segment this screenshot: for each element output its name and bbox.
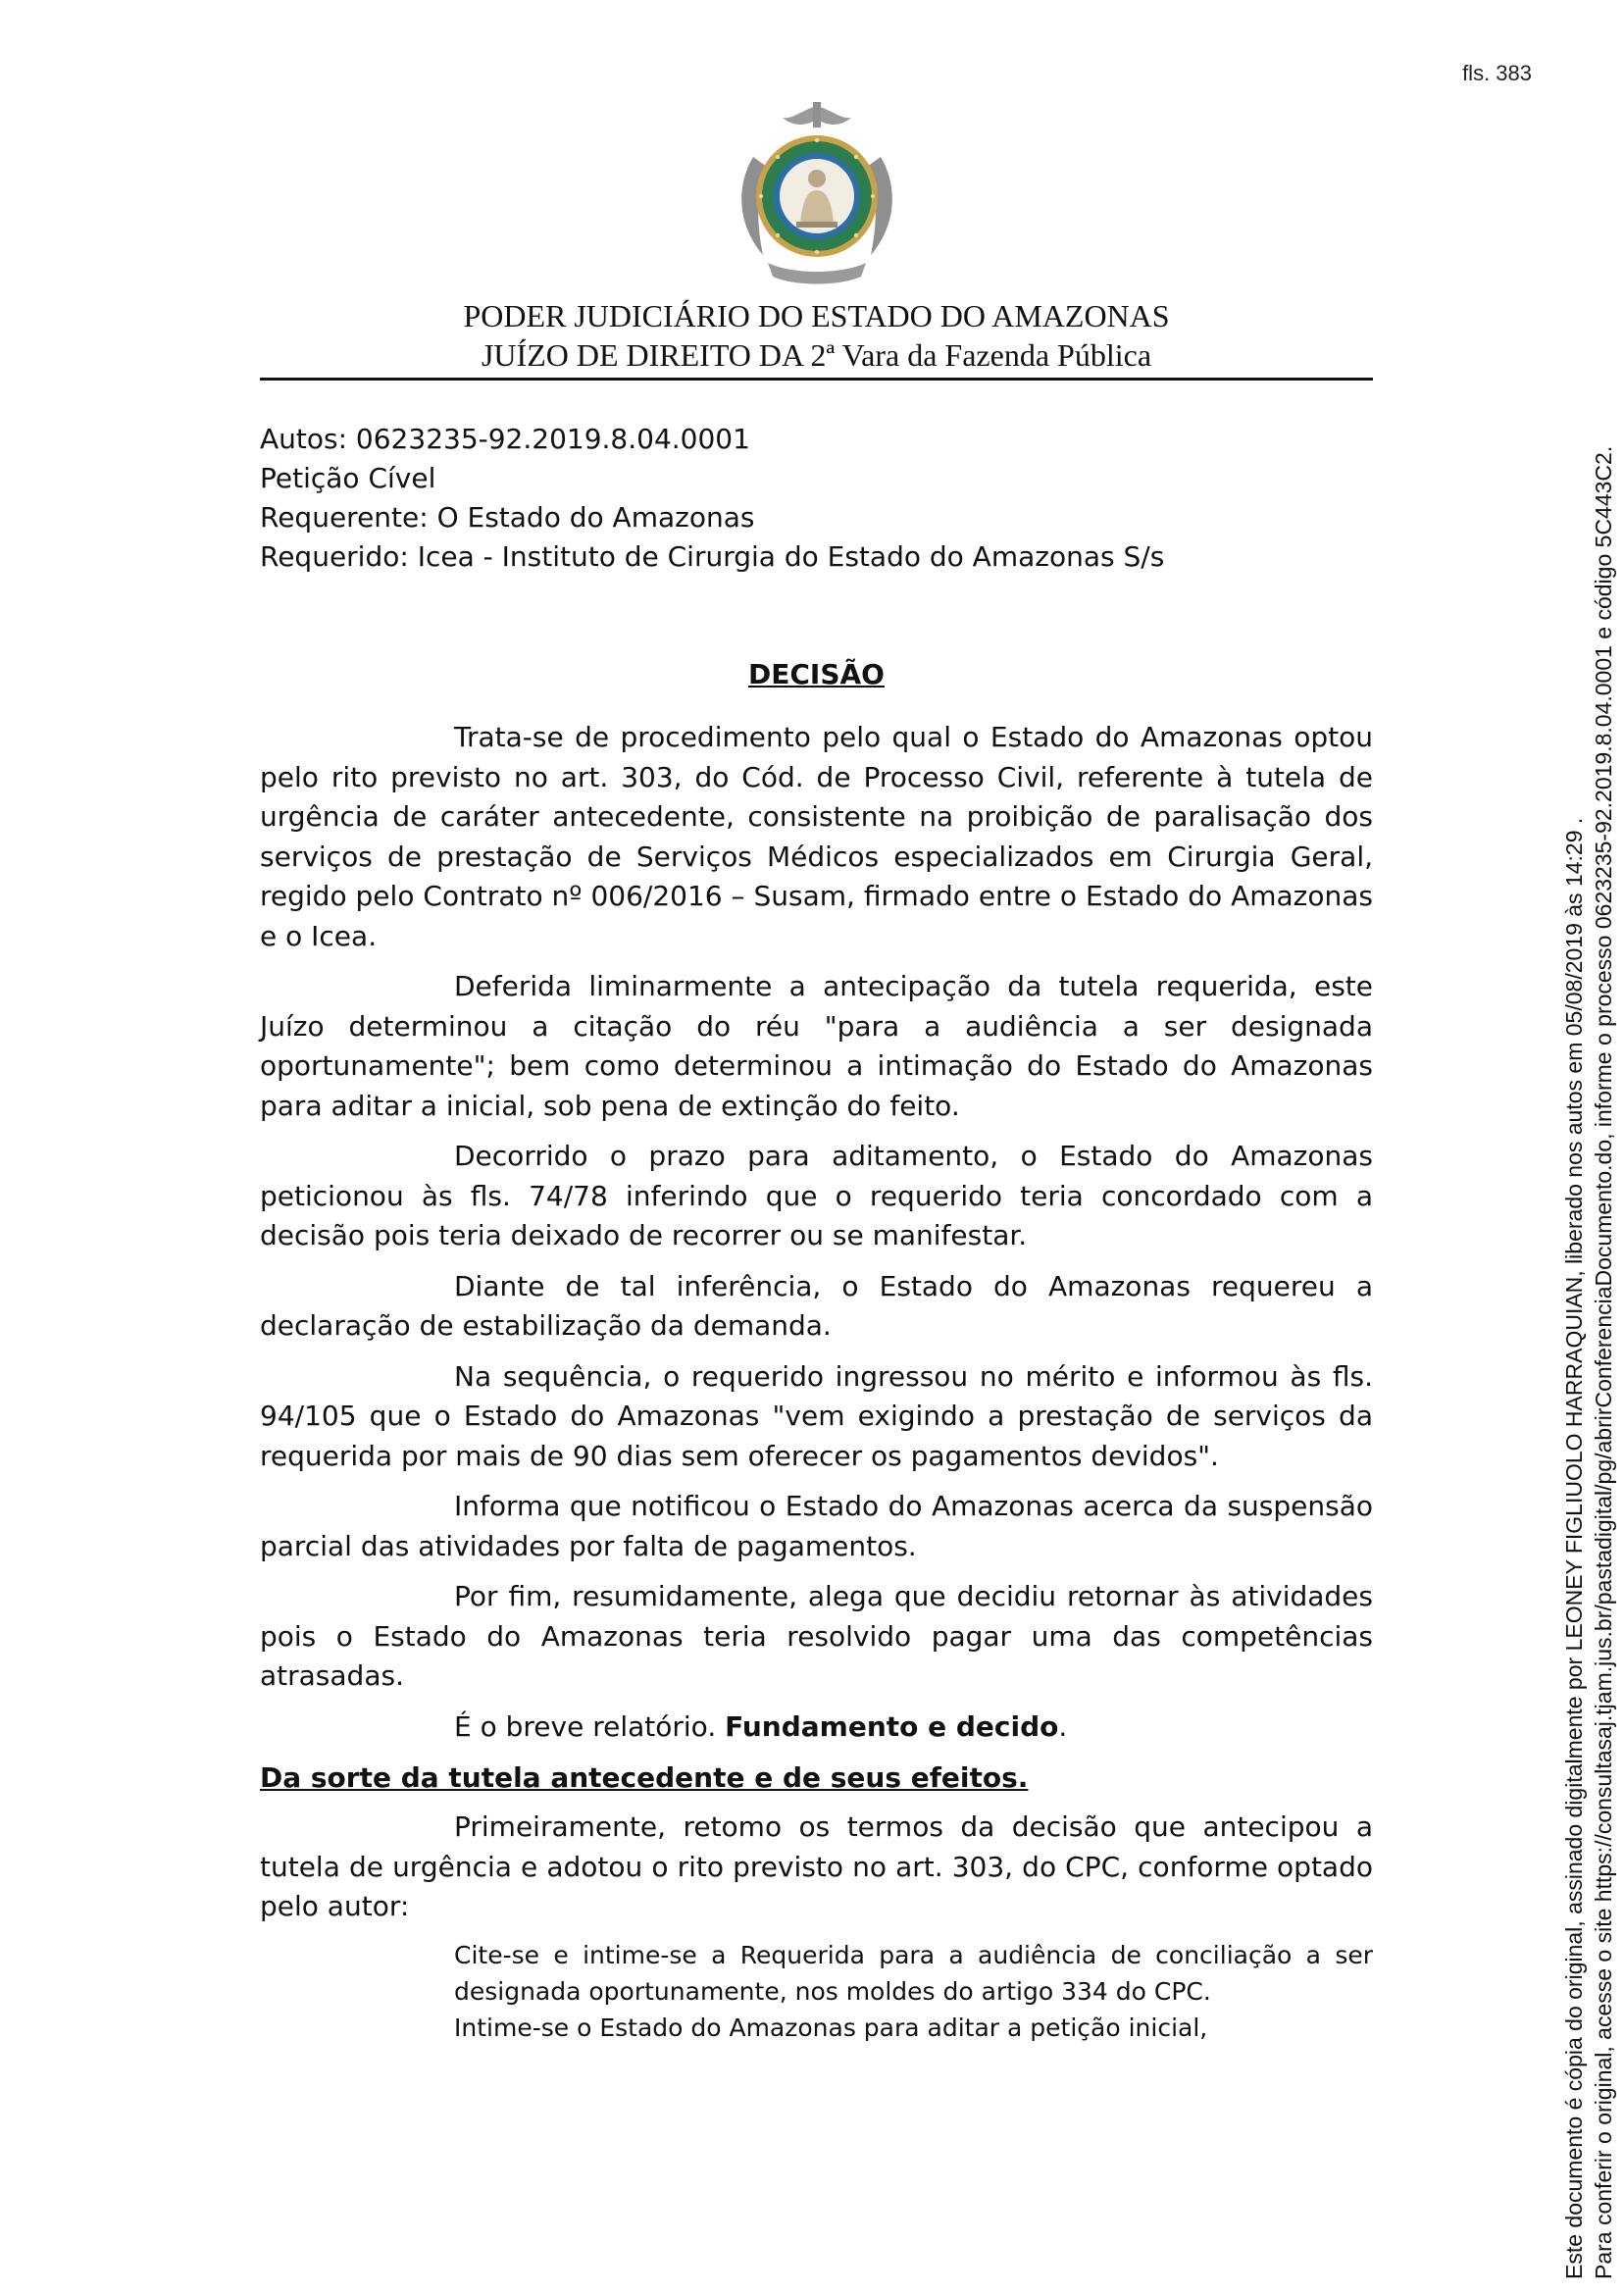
paragraph-2: Deferida liminarmente a antecipação da tutela requerida, este Juízo determinou a citação do réu "para a audiência a ser designada oportunamente"; bem como determinou a intimação do Estado do Amazonas para aditar a inicial, sob pena de extinção do feito.	[260, 970, 1373, 1122]
paragraph-3: Decorrido o prazo para aditamento, o Estado do Amazonas peticionou às fls. 74/78 inferindo que o requerido teria concordado com a decisão pois teria deixado de recorrer ou se manifestar.	[260, 1140, 1373, 1251]
signature-note-line-1: Este documento é cópia do original, assinado digitalmente por LEONEY FIGLIUOLO HARRAQUIAN, liberado nos autos em 05/08/2019 às 14:29 .	[1561, 817, 1587, 2279]
paragraph-5: Na sequência, o requerido ingressou no mérito e informou às fls. 94/105 que o Estado do Amazonas "vem exigindo a prestação de serviços da requerida por mais de 90 dias sem oferecer os pagamentos devidos".	[260, 1359, 1373, 1472]
report-closing-end: .	[1058, 1709, 1068, 1743]
coat-of-arms-seal-icon	[724, 98, 910, 294]
report-closing-text: É o breve relatório.	[454, 1709, 726, 1743]
case-plaintiff: Requerente: O Estado do Amazonas	[260, 501, 755, 534]
case-number: Autos: 0623235-92.2019.8.04.0001	[260, 423, 750, 455]
paragraph-1: Trata-se de procedimento pelo qual o Estado do Amazonas optou pelo rito previsto no art. 303, do Cód. de Processo Civil, referente à tutela de urgência de caráter antecedente, consistente na proibição de paralisação dos serviços de prestação de Serviços Médicos especializados em Cirurgia Geral, regido pelo Contrato nº 006/2016 – Susam, firmado entre o Estado do Amazonas e o Icea.	[260, 721, 1373, 952]
court-name: PODER JUDICIÁRIO DO ESTADO DO AMAZONAS	[463, 298, 1170, 333]
document-body	[260, 420, 1373, 2046]
signature-verification-note	[1559, 288, 1618, 2279]
document-title: DECISÃO	[748, 658, 885, 690]
court-header	[260, 296, 1373, 375]
page-folio-number: fls. 383	[1462, 61, 1532, 85]
quote-line-1: Cite-se e intime-se a Requerida para a audiência de conciliação a ser designada oportunamente, nos moldes do artigo 334 do CPC.	[454, 1940, 1373, 2006]
case-defendant: Requerido: Icea - Instituto de Cirurgia do Estado do Amazonas S/s	[260, 540, 1165, 573]
paragraph-6: Informa que notificou o Estado do Amazonas acerca da suspensão parcial das atividades por falta de pagamentos.	[260, 1490, 1373, 1562]
court-division: JUÍZO DE DIREITO DA 2ª Vara da Fazenda Pública	[481, 337, 1152, 373]
signature-note-line-2: Para conferir o original, acesse o site https://consultasaj.tjam.jus.br/pastadigital/pg/abrirConferenciaDocumento.do, informe o processo 0623235-92.2019.8.04.0001 e código 5C443C2.	[1591, 445, 1616, 2279]
report-closing-bold: Fundamento e decido	[725, 1709, 1059, 1743]
case-metadata	[260, 420, 1373, 577]
section-heading: Da sorte da tutela antecedente e de seus efeitos.	[260, 1761, 1029, 1794]
paragraph-4: Diante de tal inferência, o Estado do Amazonas requereu a declaração de estabilização da demanda.	[260, 1269, 1373, 1342]
quoted-decision	[454, 1937, 1373, 2046]
header-divider	[260, 378, 1373, 381]
paragraph-9: Primeiramente, retomo os termos da decisão que antecipou a tutela de urgência e adotou o rito previsto no art. 303, do CPC, conforme optado pelo autor:	[260, 1810, 1373, 1922]
paragraph-8	[260, 1708, 1373, 1748]
case-class: Petição Cível	[260, 462, 436, 494]
quote-line-2: Intime-se o Estado do Amazonas para aditar a petição inicial,	[454, 2013, 1208, 2042]
paragraph-7: Por fim, resumidamente, alega que decidiu retornar às atividades pois o Estado do Amazonas teria resolvido pagar uma das competências atrasadas.	[260, 1580, 1373, 1692]
